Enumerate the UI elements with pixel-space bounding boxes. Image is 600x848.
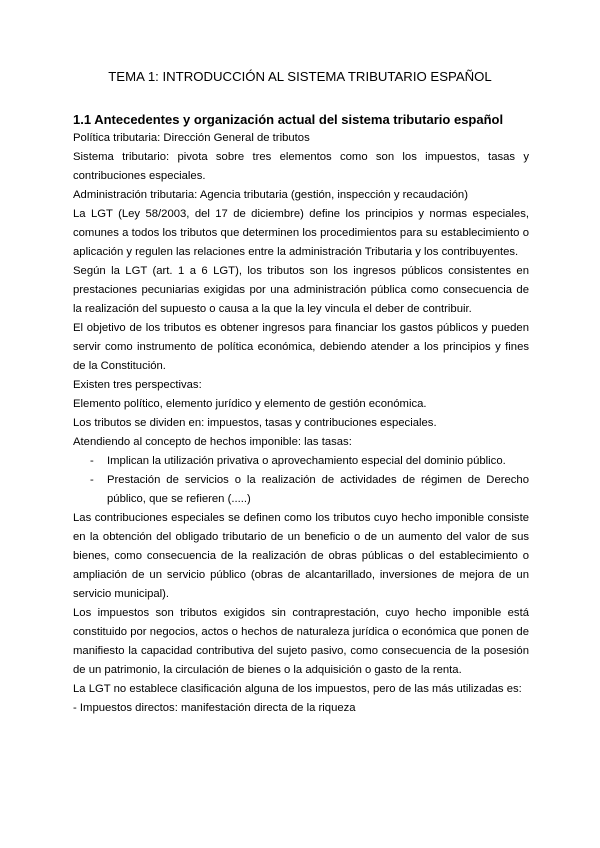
section-heading: 1.1 Antecedentes y organización actual del sistema tributario español [73, 112, 504, 127]
list-item [73, 471, 529, 509]
list-bullet: - [90, 474, 94, 486]
list-item-text: Implican la utilización privativa o aprovechamiento especial del dominio público. [107, 455, 506, 467]
paragraph-clasificacion: La LGT no establece clasificación alguna de los impuestos, pero de las más utilizadas es: [73, 683, 522, 695]
list-bullet: - [90, 455, 94, 467]
paragraph-lgt: La LGT (Ley 58/2003, del 17 de diciembre) define los principios y normas especiales, comunes a todos los tributos que determinen los procedimientos para su establecimiento o aplicación y regulen las relaciones entre la administración Tributaria y los contribuyentes. [73, 208, 529, 258]
list-item-text: Prestación de servicios o la realización de actividades de régimen de Derecho público, que se refieren (.....) [107, 474, 529, 505]
paragraph-politica: Política tributaria: Dirección General de tributos [73, 132, 310, 144]
paragraph-division: Los tributos se dividen en: impuestos, tasas y contribuciones especiales. [73, 417, 437, 429]
paragraph-elementos: Elemento político, elemento jurídico y elemento de gestión económica. [73, 398, 427, 410]
paragraph-impuestos-directos: - Impuestos directos: manifestación directa de la riqueza [73, 702, 356, 714]
page-title: TEMA 1: INTRODUCCIÓN AL SISTEMA TRIBUTARIO ESPAÑOL [108, 69, 492, 84]
tasas-list [73, 452, 529, 509]
document-body [73, 110, 529, 718]
paragraph-perspectivas: Existen tres perspectivas: [73, 379, 202, 391]
paragraph-contribuciones: Las contribuciones especiales se definen como los tributos cuyo hecho imponible consiste en la obtención del obligado tributario de un beneficio o de un aumento del valor de sus bienes, como consecuencia de la realización de obras públicas o del establecimiento o ampliación de un servicio público (obras de alcantarillado, inversiones de mejora de un servicio municipal). [73, 512, 529, 600]
paragraph-objetivo: El objetivo de los tributos es obtener ingresos para financiar los gastos públicos y pueden servir como instrumento de política económica, debiendo atender a los principios y fines de la Constitución. [73, 322, 529, 372]
paragraph-impuestos: Los impuestos son tributos exigidos sin contraprestación, cuyo hecho imponible está constituido por negocios, actos o hechos de naturaleza jurídica o económica que ponen de manifiesto la capacidad contributiva del sujeto pasivo, como consecuencia de la posesión de un patrimonio, la circulación de bienes o la adquisición o gasto de la renta. [73, 607, 529, 676]
list-item [73, 452, 529, 471]
paragraph-sistema: Sistema tributario: pivota sobre tres elementos como son los impuestos, tasas y contribuciones especiales. [73, 151, 529, 182]
paragraph-tasas-intro: Atendiendo al concepto de hechos imponible: las tasas: [73, 436, 352, 448]
paragraph-administracion: Administración tributaria: Agencia tributaria (gestión, inspección y recaudación) [73, 189, 468, 201]
paragraph-definicion-tributos: Según la LGT (art. 1 a 6 LGT), los tributos son los ingresos públicos consistentes en prestaciones pecuniarias exigidas por una administración pública como consecuencia de la realización del supuesto o causa a la que la ley vincula el deber de contribuir. [73, 265, 529, 315]
